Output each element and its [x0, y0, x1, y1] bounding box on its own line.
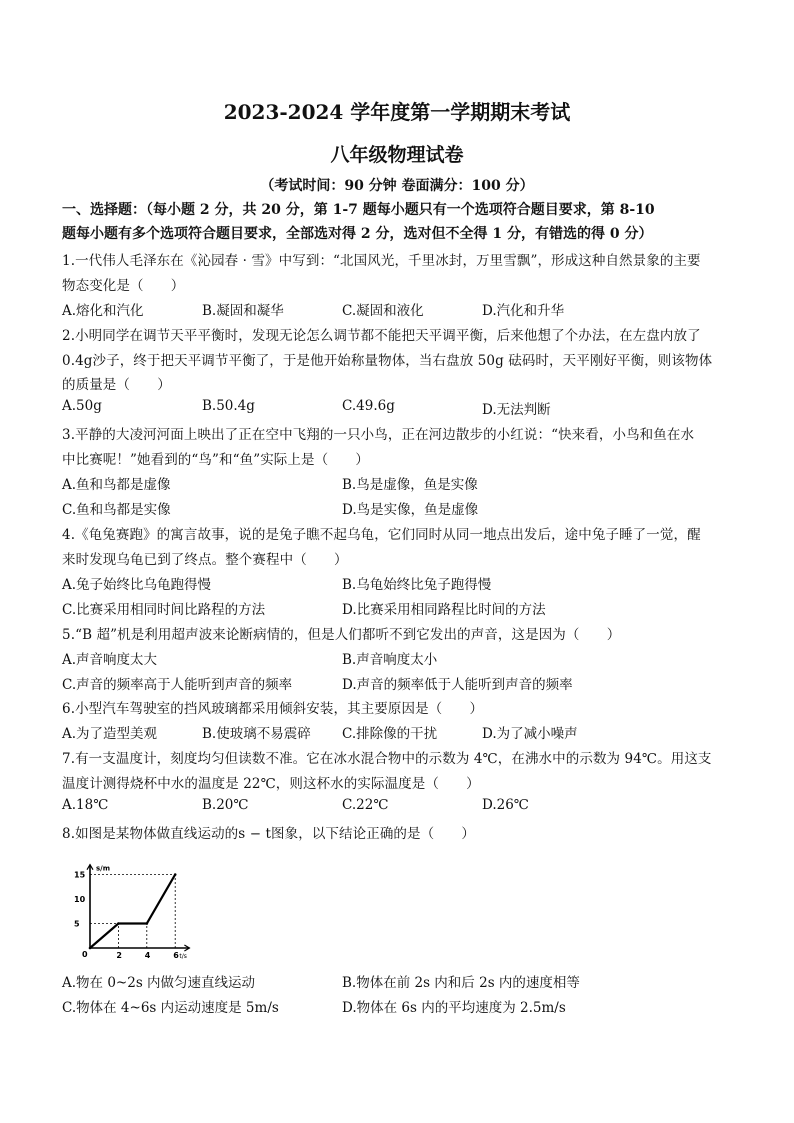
q7-option-a: A.18℃ — [62, 797, 109, 813]
q6-option-b: B.使玻璃不易震碎 — [202, 726, 311, 742]
exam-title: 2023-2024 学年度第一学期期末考试 — [223, 100, 571, 124]
q3-option-c: C.鱼和鸟都是实像 — [62, 502, 171, 518]
y-axis-label: s/m — [96, 864, 111, 873]
q4-stem-line-2: 来时发现乌龟已到了终点。整个赛程中（ ） — [62, 552, 348, 568]
q1-option-d: D.汽化和升华 — [482, 303, 565, 319]
q2-stem-line-2: 0.4g沙子，终于把天平调节平衡了，于是他开始称量物体，当右盘放 50g 砝码时，天平刚好平衡，则该物体 — [62, 353, 713, 369]
section-heading-line-1: 一、选择题：（每小题 2 分，共 20 分，第 1-7 题每小题只有一个选项符合题目要求，第 8-10 — [62, 202, 655, 218]
q7-stem-line-1: 7.有一支温度计，刻度均匀但读数不准。它在冰水混合物中的示数为 4℃，在沸水中的示数为 94℃。用这支 — [62, 751, 712, 767]
q8-stem-line-1: 8.如图是某物体做直线运动的s − t图象，以下结论正确的是（ ） — [62, 826, 476, 842]
data-point-2 — [146, 922, 149, 925]
q2-option-d: D.无法判断 — [482, 402, 551, 418]
q7-stem-line-2: 温度计测得烧杯中水的温度是 22℃，则这杯水的实际温度是（ ） — [62, 776, 480, 792]
y-tick-label-5: 5 — [74, 919, 80, 929]
q5-stem-line-1: 5.“B 超”机是利用超声波来论断病情的，但是人们都听不到它发出的声音，这是因为（ ） — [62, 627, 621, 643]
x-tick-label-4: 4 — [144, 951, 151, 960]
section-heading-line-2: 题每小题有多个选项符合题目要求，全部选对得 2 分，选对但不全得 1 分，有错选的得 0 分） — [62, 226, 653, 242]
q2-option-c: C.49.6g — [342, 398, 395, 414]
q2-stem-line-3: 的质量是（ ） — [62, 377, 171, 393]
q1-stem-line-1: 1.一代伟人毛泽东在《沁园春 · 雪》中写到：“北国风光，千里冰封，万里雪飘”，形成这种自然景象的主要 — [62, 253, 701, 269]
q7-option-d: D.26℃ — [482, 797, 529, 813]
q7-option-c: C.22℃ — [342, 797, 389, 813]
q4-option-c: C.比赛采用相同时间比路程的方法 — [62, 602, 266, 618]
q4-stem-line-1: 4.《龟兔赛跑》的寓言故事，说的是兔子瞧不起乌龟，它们同时从同一地点出发后，途中兔子睡了一觉，醒 — [62, 527, 701, 543]
q3-stem-line-1: 3.平静的大凌河河面上映出了正在空中飞翔的一只小鸟，正在河边散步的小红说：“快来看，小鸟和鱼在水 — [62, 427, 695, 443]
x-tick-label-6: 6 — [173, 951, 179, 960]
q3-option-b: B.鸟是虚像，鱼是实像 — [342, 477, 478, 493]
exam-info: （考试时间：90 分钟 卷面满分：100 分） — [260, 178, 534, 194]
x-tick-label-2: 2 — [116, 951, 122, 960]
q2-stem-line-1: 2.小明同学在调节天平平衡时，发现无论怎么调节都不能把天平调平衡，后来他想了个办法，在左盘内放了 — [62, 328, 701, 344]
y-tick-label-15: 15 — [74, 870, 86, 880]
q1-option-b: B.凝固和凝华 — [202, 303, 284, 319]
q2-option-a: A.50g — [62, 398, 102, 414]
q5-option-b: B.声音响度太小 — [342, 652, 438, 668]
q2-option-b: B.50.4g — [202, 398, 255, 414]
exam-subtitle: 八年级物理试卷 — [330, 144, 464, 166]
q4-option-d: D.比赛采用相同路程比时间的方法 — [342, 602, 546, 618]
q5-option-c: C.声音的频率高于人能听到声音的频率 — [62, 677, 293, 693]
data-point-1 — [117, 922, 120, 925]
data-point-3 — [174, 873, 177, 876]
q3-stem-line-2: 中比赛呢！”她看到的“鸟”和“鱼”实际上是（ ） — [62, 452, 370, 468]
q6-option-c: C.排除像的干扰 — [342, 726, 438, 742]
q6-option-d: D.为了减小噪声 — [482, 726, 578, 742]
q3-option-d: D.鸟是实像，鱼是虚像 — [342, 502, 479, 518]
origin-label: 0 — [82, 950, 88, 959]
q4-option-a: A.兔子始终比乌龟跑得慢 — [62, 577, 212, 593]
q1-option-c: C.凝固和液化 — [342, 303, 424, 319]
q5-option-d: D.声音的频率低于人能听到声音的频率 — [342, 677, 573, 693]
q6-option-a: A.为了造型美观 — [62, 726, 158, 742]
series-line — [90, 875, 175, 949]
q6-stem-line-1: 6.小型汽车驾驶室的挡风玻璃都采用倾斜安装，其主要原因是（ ） — [62, 701, 484, 717]
q8-option-b: B.物体在前 2s 内和后 2s 内的速度相等 — [342, 975, 580, 991]
q1-stem-line-2: 物态变化是（ ） — [62, 278, 185, 294]
data-point-0 — [89, 947, 92, 950]
q5-option-a: A.声音响度太大 — [62, 652, 158, 668]
x-axis-label: t/s — [179, 953, 187, 960]
y-tick-label-10: 10 — [74, 895, 86, 904]
q3-option-a: A.鱼和鸟都是虚像 — [62, 477, 171, 493]
s-t-graph — [60, 846, 210, 966]
q8-option-d: D.物体在 6s 内的平均速度为 2.5m/s — [342, 1000, 566, 1016]
q4-option-b: B.乌龟始终比兔子跑得慢 — [342, 577, 492, 593]
q7-option-b: B.20℃ — [202, 797, 249, 813]
q1-option-a: A.熔化和汽化 — [62, 303, 144, 319]
q8-option-a: A.物在 0~2s 内做匀速直线运动 — [62, 975, 256, 991]
q8-option-c: C.物体在 4~6s 内运动速度是 5m/s — [62, 1000, 279, 1016]
